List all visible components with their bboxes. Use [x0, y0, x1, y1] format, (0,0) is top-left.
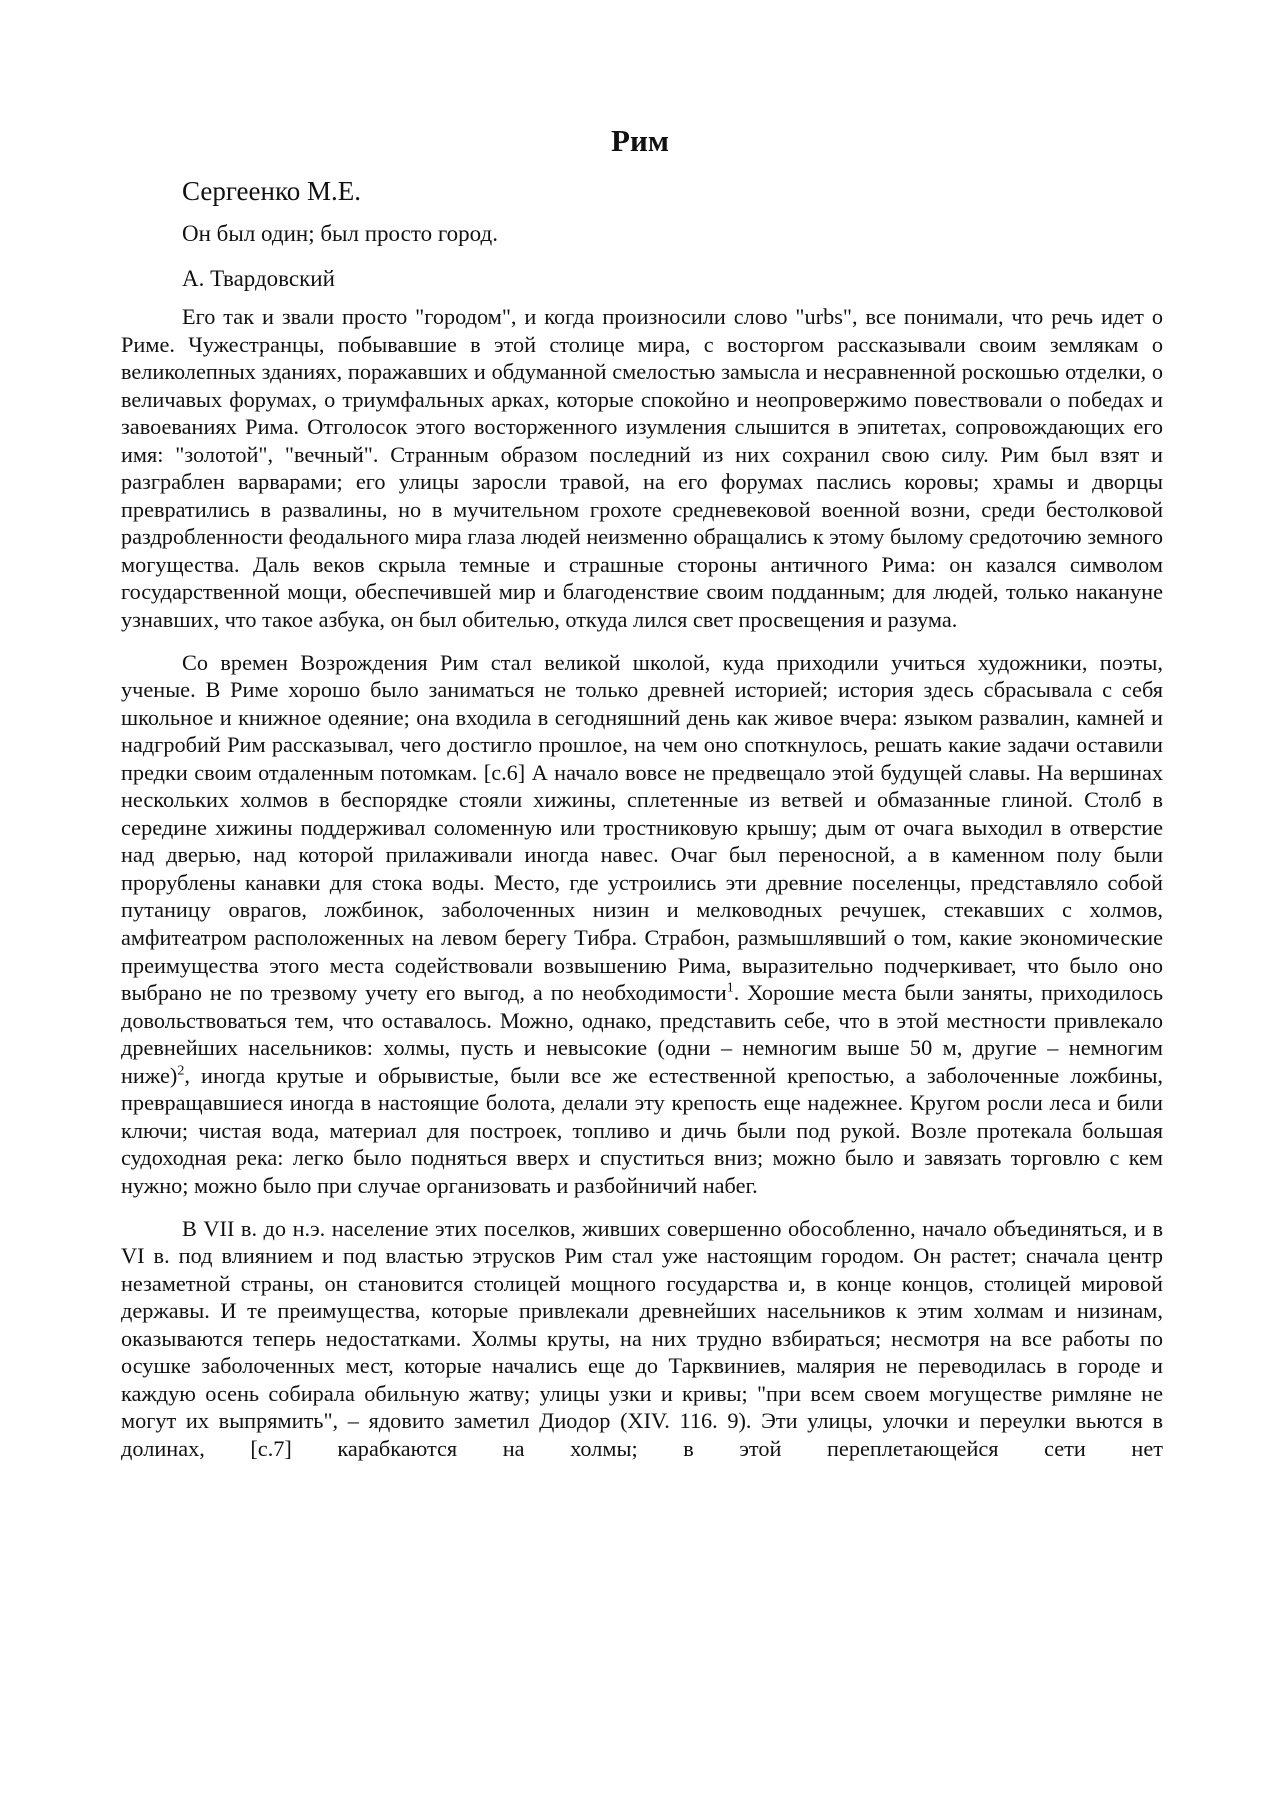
paragraph-2-part-a: Со времен Возрождения Рим стал великой школой, куда приходили учиться художники, поэты, ученые. В Риме хорошо было заниматься не только древней историей; история здесь сбрасывала с себя школьное и книжное одеяние; она входила в сегодняшний день как живое вчера: языком развалин, камней и надгробий Рим рассказывал, чего достигло прошлое, на чем оно споткнулось, решать какие задачи оставили предки своим отдаленным потомкам. [с.6] А начало вовсе не предвещало этой будущей славы. На вершинах нескольких холмов в беспорядке стояли хижины, сплетенные из ветвей и обмазанные глиной. Столб в середине хижины поддерживал соломенную или тростниковую крышу; дым от очага выходил в отверстие над дверью, над которой прилаживали иногда навес. Очаг был переносной, а в каменном полу были прорублены канавки для стока воды. Место, где устроились эти древние поселенцы, представляло собой путаницу оврагов, ложбинок, заболоченных низин и мелководных речушек, стекавших с холмов, амфитеатром расположенных на левом берегу Тибра. Страбон, размышлявший о том, какие экономические преимущества этого места содействовали возвышению Рима, выразительно подчеркивает, что было оно выбрано не по трезвому учету его выгод, а по необходимости [121, 649, 1163, 1006]
paragraph-2-part-c: , иногда крутые и обрывистые, были все же естественной крепостью, а заболоченные ложбины, превращавшиеся иногда в настоящие болота, делали эту крепость еще надежнее. Кругом росли леса и били ключи; чистая вода, материал для построек, топливо и дичь были под рукой. Возле протекала большая судоходная река: легко было подняться вверх и спуститься вниз; можно было и завязать торговлю с кем нужно; можно было при случае организовать и разбойничий набег. [121, 1062, 1163, 1198]
author-name: Сергеенко М.Е. [182, 176, 361, 206]
epigraph-attribution: А. Твардовский [182, 266, 335, 291]
epigraph-quote: Он был один; был просто город. [182, 221, 498, 246]
paragraph-2 [121, 649, 1163, 1200]
footnote-ref-2: 2 [177, 1063, 185, 1079]
paragraph-3: В VII в. до н.э. население этих поселков, живших совершенно обособленно, начало объединяться, и в VI в. под влиянием и под властью этрусков Рим стал уже настоящим городом. Он растет; сначала центр незаметной страны, он становится столицей мощного государства и, в конце концов, столицей мировой державы. И те преимущества, которые привлекали древнейших насельников к этим холмам и низинам, оказываются теперь недостатками. Холмы круты, на них трудно взбираться; несмотря на все работы по осушке заболоченных мест, которые начались еще до Тарквиниев, малярия не переводилась в городе и каждую осень собирала обильную жатву; улицы узки и кривы; "при всем своем могуществе римляне не могут их выпрямить", – ядовито заметил Диодор (XIV. 116. 9). Эти улицы, улочки и переулки вьются в долинах, [с.7] карабкаются на холмы; в этой переплетающейся сети нет [121, 1215, 1163, 1461]
paragraph-2-part-b: . Хорошие места были заняты, приходилось довольствоваться тем, что оставалось. Можно, однако, представить себе, что в этой местности привлекало древнейших насельников: холмы, пусть и невысокие (одни – немногим выше 50 м, другие – немногим ниже) [121, 980, 1163, 1088]
document-title: Рим [611, 123, 669, 158]
body-text [121, 303, 1163, 1477]
footnote-ref-1: 1 [726, 980, 734, 996]
paragraph-1: Его так и звали просто "городом", и когда произносили слово "urbs", все понимали, что речь идет о Риме. Чужестранцы, побывавшие в этой столице мира, с восторгом рассказывали своим землякам о великолепных зданиях, поражавших и обдуманной смелостью замысла и несравненной роскошью отделки, о величавых форумах, о триумфальных арках, которые спокойно и неопровержимо повествовали о победах и завоеваниях Рима. Отголосок этого восторженного изумления слышится в эпитетах, сопровождающих его имя: "золотой", "вечный". Странным образом последний из них сохранил свою силу. Рим был взят и разграблен варварами; его улицы заросли травой, на его форумах паслись коровы; храмы и дворцы превратились в развалины, но в мучительном грохоте средневековой военной возни, среди бестолковой раздробленности феодального мира глаза людей неизменно обращались к этому былому средоточию земного могущества. Даль веков скрыла темные и страшные стороны античного Рима: он казался символом государственной мощи, обеспечившей мир и благоденствие своим подданным; для людей, только накануне узнавших, что такое азбука, он был обителью, откуда лился свет просвещения и разума. [121, 304, 1163, 633]
